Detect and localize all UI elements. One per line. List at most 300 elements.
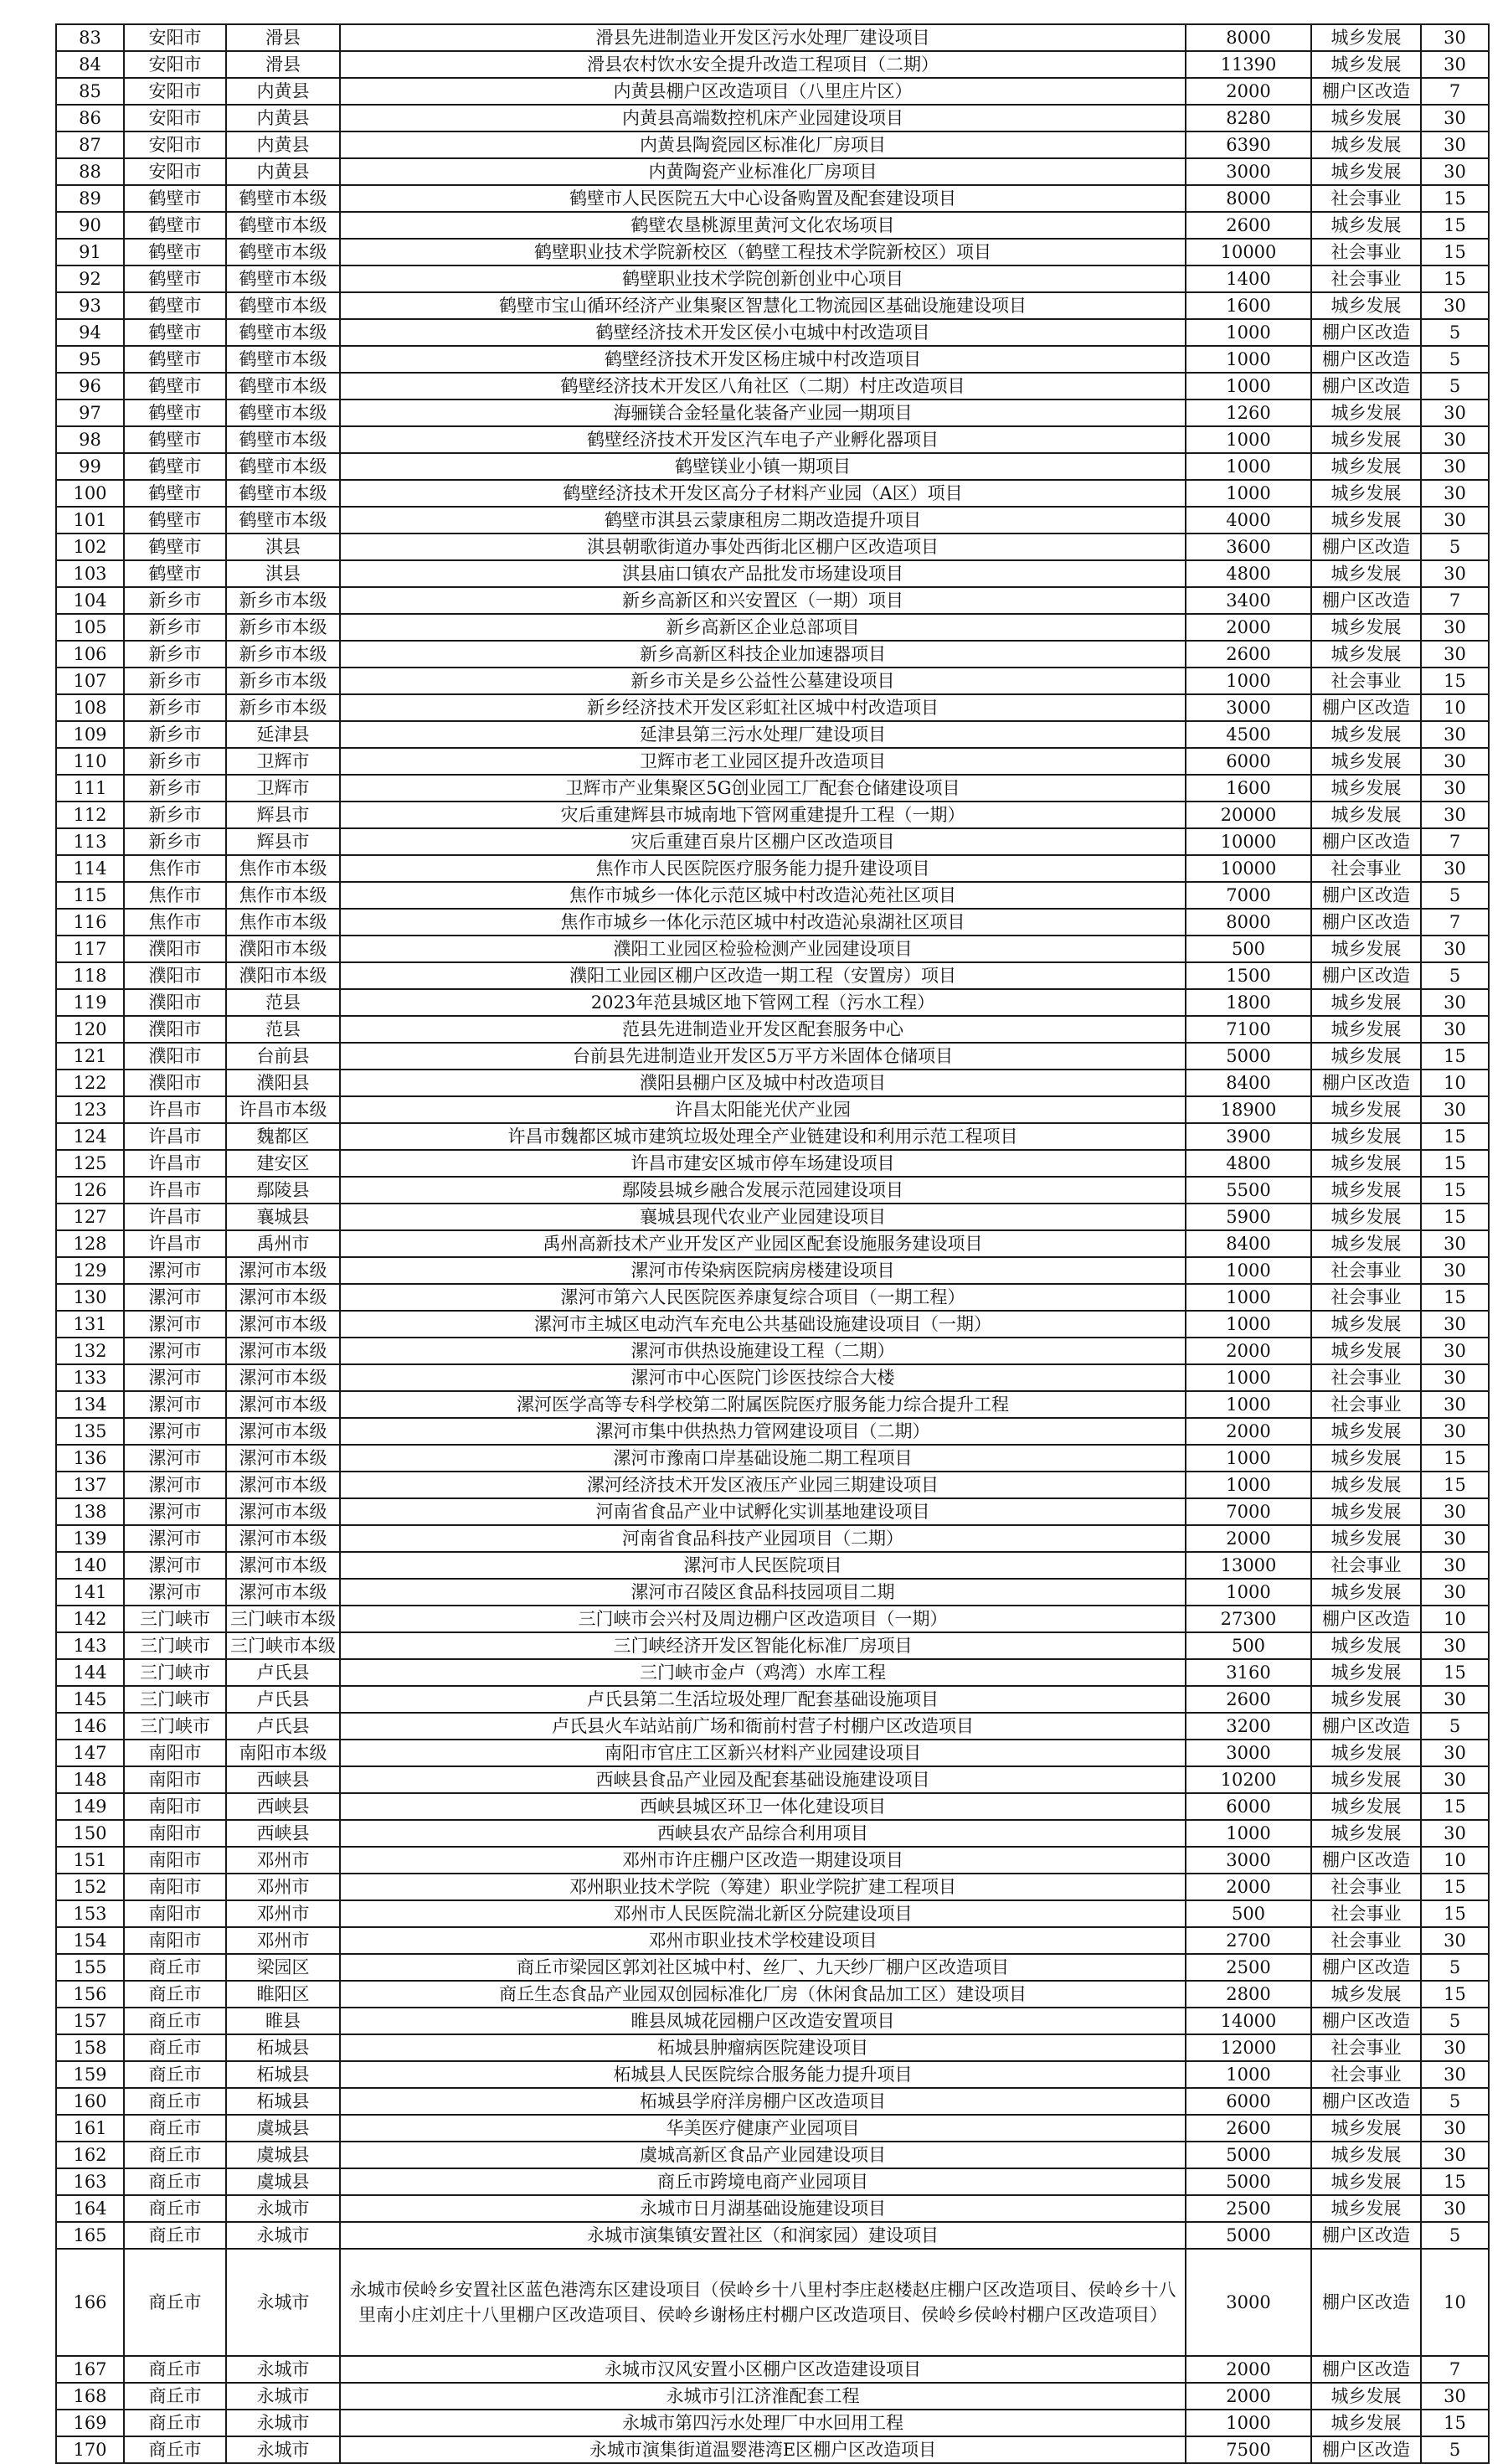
cell-amount: 5500: [1186, 1177, 1311, 1204]
cell-project-name: 鹤壁职业技术学院新校区（鹤壁工程技术学院新校区）项目: [340, 239, 1186, 265]
cell-amount: 3000: [1186, 1740, 1311, 1766]
cell-project-name: 新乡经济技术开发区彩虹社区城中村改造项目: [340, 694, 1186, 721]
cell-amount: 2000: [1186, 1874, 1311, 1900]
table-row: [56, 936, 1489, 962]
cell-amount: 10000: [1186, 239, 1311, 265]
cell-amount: 2000: [1186, 1338, 1311, 1364]
cell-row-number: 163: [56, 2168, 124, 2195]
cell-category: 城乡发展: [1311, 2115, 1421, 2142]
cell-row-number: 141: [56, 1579, 124, 1606]
cell-amount: 1000: [1186, 319, 1311, 346]
table-row: [56, 668, 1489, 694]
cell-amount: 1000: [1186, 1391, 1311, 1418]
cell-row-number: 146: [56, 1713, 124, 1740]
cell-term: 30: [1421, 2061, 1489, 2088]
cell-city: 许昌市: [124, 1123, 226, 1150]
cell-category: 社会事业: [1311, 1874, 1421, 1900]
cell-term: 15: [1421, 1874, 1489, 1900]
cell-project-name: 新乡高新区企业总部项目: [340, 614, 1186, 641]
cell-city: 鹤壁市: [124, 265, 226, 292]
cell-city: 商丘市: [124, 2195, 226, 2222]
cell-row-number: 85: [56, 78, 124, 105]
cell-district: 禹州市: [226, 1230, 340, 1257]
cell-amount: 13000: [1186, 1552, 1311, 1579]
cell-city: 鹤壁市: [124, 239, 226, 265]
cell-amount: 2500: [1186, 2195, 1311, 2222]
cell-project-name: 滑县农村饮水安全提升改造工程项目（二期）: [340, 51, 1186, 78]
cell-amount: 1000: [1186, 1284, 1311, 1311]
cell-category: 社会事业: [1311, 1391, 1421, 1418]
cell-city: 焦作市: [124, 909, 226, 936]
cell-city: 鹤壁市: [124, 507, 226, 534]
cell-amount: 27300: [1186, 1606, 1311, 1632]
cell-amount: 3000: [1186, 2249, 1311, 2356]
table-row: [56, 1686, 1489, 1713]
cell-district: 邓州市: [226, 1847, 340, 1874]
cell-amount: 1000: [1186, 1364, 1311, 1391]
cell-term: 30: [1421, 1632, 1489, 1659]
cell-project-name: 西峡县食品产业园及配套基础设施建设项目: [340, 1766, 1186, 1793]
cell-project-name: 鹤壁市淇县云蒙康租房二期改造提升项目: [340, 507, 1186, 534]
cell-amount: 8000: [1186, 185, 1311, 212]
cell-row-number: 105: [56, 614, 124, 641]
cell-project-name: 漯河市豫南口岸基础设施二期工程项目: [340, 1445, 1186, 1472]
table-row: [56, 1954, 1489, 1981]
table-row: [56, 426, 1489, 453]
cell-city: 新乡市: [124, 641, 226, 668]
cell-project-name: 新乡高新区科技企业加速器项目: [340, 641, 1186, 668]
cell-row-number: 170: [56, 2436, 124, 2463]
table-row: [56, 1364, 1489, 1391]
cell-amount: 1000: [1186, 1579, 1311, 1606]
cell-term: 15: [1421, 1123, 1489, 1150]
cell-row-number: 147: [56, 1740, 124, 1766]
cell-category: 城乡发展: [1311, 989, 1421, 1016]
cell-city: 三门峡市: [124, 1713, 226, 1740]
cell-amount: 1000: [1186, 1311, 1311, 1338]
cell-term: 15: [1421, 1284, 1489, 1311]
table-row: [56, 1445, 1489, 1472]
cell-city: 商丘市: [124, 2249, 226, 2356]
cell-district: 三门峡市本级: [226, 1606, 340, 1632]
table-row: [56, 989, 1489, 1016]
cell-category: 棚户区改造: [1311, 828, 1421, 855]
cell-category: 社会事业: [1311, 1364, 1421, 1391]
table-row: [56, 1418, 1489, 1445]
cell-row-number: 130: [56, 1284, 124, 1311]
cell-project-name: 漯河医学高等专科学校第二附属医院医疗服务能力综合提升工程: [340, 1391, 1186, 1418]
cell-city: 漯河市: [124, 1257, 226, 1284]
cell-district: 内黄县: [226, 78, 340, 105]
cell-category: 社会事业: [1311, 185, 1421, 212]
table-row: [56, 1740, 1489, 1766]
cell-project-name: 新乡高新区和兴安置区（一期）项目: [340, 587, 1186, 614]
cell-category: 城乡发展: [1311, 641, 1421, 668]
table-row: [56, 1766, 1489, 1793]
cell-row-number: 86: [56, 105, 124, 131]
cell-term: 30: [1421, 1498, 1489, 1525]
cell-city: 新乡市: [124, 775, 226, 802]
cell-city: 商丘市: [124, 2383, 226, 2410]
cell-term: 10: [1421, 1847, 1489, 1874]
cell-amount: 7500: [1186, 2436, 1311, 2463]
cell-row-number: 149: [56, 1793, 124, 1820]
cell-amount: 500: [1186, 936, 1311, 962]
cell-term: 30: [1421, 2142, 1489, 2168]
cell-row-number: 112: [56, 802, 124, 828]
cell-term: 30: [1421, 936, 1489, 962]
table-row: [56, 399, 1489, 426]
table-row: [56, 1525, 1489, 1552]
cell-amount: 7000: [1186, 1498, 1311, 1525]
cell-city: 鹤壁市: [124, 399, 226, 426]
cell-city: 焦作市: [124, 855, 226, 882]
cell-category: 社会事业: [1311, 2061, 1421, 2088]
cell-amount: 1800: [1186, 989, 1311, 1016]
cell-row-number: 101: [56, 507, 124, 534]
cell-amount: 2000: [1186, 1525, 1311, 1552]
cell-district: 卢氏县: [226, 1659, 340, 1686]
table-row: [56, 1552, 1489, 1579]
cell-category: 城乡发展: [1311, 1338, 1421, 1364]
cell-term: 30: [1421, 1820, 1489, 1847]
cell-category: 城乡发展: [1311, 1740, 1421, 1766]
cell-row-number: 133: [56, 1364, 124, 1391]
table-row: [56, 1391, 1489, 1418]
cell-district: 漯河市本级: [226, 1552, 340, 1579]
project-table: [55, 23, 1490, 2464]
cell-project-name: 邓州职业技术学院（筹建）职业学院扩建工程项目: [340, 1874, 1186, 1900]
table-row: [56, 775, 1489, 802]
cell-amount: 4500: [1186, 721, 1311, 748]
cell-project-name: 西峡县农产品综合利用项目: [340, 1820, 1186, 1847]
cell-city: 南阳市: [124, 1927, 226, 1954]
cell-district: 漯河市本级: [226, 1364, 340, 1391]
cell-amount: 12000: [1186, 2034, 1311, 2061]
cell-district: 许昌市本级: [226, 1096, 340, 1123]
table-row: [56, 694, 1489, 721]
cell-district: 鹤壁市本级: [226, 507, 340, 534]
cell-district: 鹤壁市本级: [226, 185, 340, 212]
cell-category: 城乡发展: [1311, 1579, 1421, 1606]
cell-term: 30: [1421, 1552, 1489, 1579]
cell-term: 15: [1421, 239, 1489, 265]
cell-category: 社会事业: [1311, 265, 1421, 292]
table-row: [56, 24, 1489, 51]
cell-district: 永城市: [226, 2410, 340, 2436]
cell-term: 30: [1421, 1016, 1489, 1043]
cell-term: 30: [1421, 1525, 1489, 1552]
table-row: [56, 828, 1489, 855]
cell-category: 城乡发展: [1311, 507, 1421, 534]
cell-category: 棚户区改造: [1311, 962, 1421, 989]
cell-amount: 2800: [1186, 1981, 1311, 2008]
table-row: [56, 1284, 1489, 1311]
cell-project-name: 卢氏县第二生活垃圾处理厂配套基础设施项目: [340, 1686, 1186, 1713]
table-row: [56, 1338, 1489, 1364]
cell-category: 社会事业: [1311, 239, 1421, 265]
cell-district: 新乡市本级: [226, 668, 340, 694]
cell-city: 漯河市: [124, 1338, 226, 1364]
cell-term: 5: [1421, 882, 1489, 909]
cell-city: 新乡市: [124, 587, 226, 614]
cell-term: 15: [1421, 1204, 1489, 1230]
cell-amount: 2500: [1186, 1954, 1311, 1981]
cell-amount: 1000: [1186, 426, 1311, 453]
cell-amount: 10200: [1186, 1766, 1311, 1793]
cell-project-name: 许昌太阳能光伏产业园: [340, 1096, 1186, 1123]
cell-category: 社会事业: [1311, 668, 1421, 694]
cell-category: 城乡发展: [1311, 2168, 1421, 2195]
cell-project-name: 台前县先进制造业开发区5万平方米固体仓储项目: [340, 1043, 1186, 1070]
cell-row-number: 103: [56, 560, 124, 587]
table-row: [56, 2249, 1489, 2356]
cell-project-name: 西峡县城区环卫一体化建设项目: [340, 1793, 1186, 1820]
cell-term: 30: [1421, 1740, 1489, 1766]
cell-category: 城乡发展: [1311, 131, 1421, 158]
cell-term: 30: [1421, 775, 1489, 802]
cell-amount: 7100: [1186, 1016, 1311, 1043]
cell-row-number: 108: [56, 694, 124, 721]
cell-project-name: 鹤壁镁业小镇一期项目: [340, 453, 1186, 480]
cell-city: 安阳市: [124, 131, 226, 158]
cell-category: 城乡发展: [1311, 1981, 1421, 2008]
cell-project-name: 鹤壁市人民医院五大中心设备购置及配套建设项目: [340, 185, 1186, 212]
cell-district: 鹤壁市本级: [226, 292, 340, 319]
cell-row-number: 91: [56, 239, 124, 265]
table-row: [56, 239, 1489, 265]
cell-category: 社会事业: [1311, 1900, 1421, 1927]
cell-district: 漯河市本级: [226, 1498, 340, 1525]
cell-city: 新乡市: [124, 614, 226, 641]
cell-term: 30: [1421, 1579, 1489, 1606]
cell-district: 永城市: [226, 2249, 340, 2356]
cell-district: 鹤壁市本级: [226, 480, 340, 507]
table-row: [56, 1927, 1489, 1954]
table-row: [56, 2142, 1489, 2168]
cell-row-number: 102: [56, 534, 124, 560]
cell-category: 城乡发展: [1311, 51, 1421, 78]
cell-term: 30: [1421, 1927, 1489, 1954]
table-row: [56, 2034, 1489, 2061]
table-row: [56, 1847, 1489, 1874]
cell-district: 台前县: [226, 1043, 340, 1070]
cell-category: 城乡发展: [1311, 292, 1421, 319]
cell-district: 濮阳市本级: [226, 936, 340, 962]
cell-city: 漯河市: [124, 1472, 226, 1498]
cell-city: 商丘市: [124, 2222, 226, 2249]
cell-city: 商丘市: [124, 2168, 226, 2195]
cell-category: 城乡发展: [1311, 453, 1421, 480]
cell-city: 鹤壁市: [124, 185, 226, 212]
cell-city: 商丘市: [124, 2088, 226, 2115]
cell-term: 5: [1421, 1954, 1489, 1981]
cell-row-number: 151: [56, 1847, 124, 1874]
cell-term: 15: [1421, 1177, 1489, 1204]
cell-term: 30: [1421, 158, 1489, 185]
cell-city: 鹤壁市: [124, 534, 226, 560]
cell-row-number: 84: [56, 51, 124, 78]
cell-category: 棚户区改造: [1311, 346, 1421, 373]
cell-term: 30: [1421, 2034, 1489, 2061]
cell-term: 5: [1421, 346, 1489, 373]
cell-row-number: 122: [56, 1070, 124, 1096]
table-row: [56, 2383, 1489, 2410]
cell-project-name: 永城市演集镇安置社区（和润家园）建设项目: [340, 2222, 1186, 2249]
cell-amount: 14000: [1186, 2008, 1311, 2034]
cell-city: 南阳市: [124, 1900, 226, 1927]
cell-project-name: 永城市日月湖基础设施建设项目: [340, 2195, 1186, 2222]
cell-term: 30: [1421, 2195, 1489, 2222]
table-row: [56, 2356, 1489, 2383]
cell-row-number: 119: [56, 989, 124, 1016]
cell-district: 虞城县: [226, 2142, 340, 2168]
cell-amount: 3160: [1186, 1659, 1311, 1686]
table-row: [56, 1150, 1489, 1177]
cell-district: 辉县市: [226, 828, 340, 855]
cell-category: 城乡发展: [1311, 1445, 1421, 1472]
table-row: [56, 319, 1489, 346]
cell-amount: 1000: [1186, 346, 1311, 373]
cell-project-name: 鄢陵县城乡融合发展示范园建设项目: [340, 1177, 1186, 1204]
cell-city: 焦作市: [124, 882, 226, 909]
cell-amount: 2600: [1186, 212, 1311, 239]
cell-city: 鹤壁市: [124, 426, 226, 453]
cell-term: 30: [1421, 721, 1489, 748]
table-row: [56, 1713, 1489, 1740]
cell-district: 新乡市本级: [226, 641, 340, 668]
cell-project-name: 范县先进制造业开发区配套服务中心: [340, 1016, 1186, 1043]
cell-row-number: 92: [56, 265, 124, 292]
cell-city: 商丘市: [124, 2142, 226, 2168]
cell-project-name: 海骊镁合金轻量化装备产业园一期项目: [340, 399, 1186, 426]
cell-project-name: 卫辉市老工业园区提升改造项目: [340, 748, 1186, 775]
cell-term: 30: [1421, 1418, 1489, 1445]
cell-project-name: 襄城县现代农业产业园建设项目: [340, 1204, 1186, 1230]
cell-category: 社会事业: [1311, 855, 1421, 882]
cell-city: 新乡市: [124, 668, 226, 694]
cell-district: 西峡县: [226, 1820, 340, 1847]
cell-amount: 7000: [1186, 882, 1311, 909]
table-row: [56, 1230, 1489, 1257]
cell-category: 城乡发展: [1311, 105, 1421, 131]
table-row: [56, 1123, 1489, 1150]
cell-city: 鹤壁市: [124, 319, 226, 346]
cell-term: 15: [1421, 2168, 1489, 2195]
cell-category: 棚户区改造: [1311, 2222, 1421, 2249]
table-row: [56, 1043, 1489, 1070]
cell-district: 鹤壁市本级: [226, 265, 340, 292]
cell-category: 棚户区改造: [1311, 373, 1421, 399]
table-row: [56, 453, 1489, 480]
cell-district: 虞城县: [226, 2115, 340, 2142]
cell-category: 城乡发展: [1311, 1820, 1421, 1847]
cell-term: 5: [1421, 319, 1489, 346]
cell-term: 30: [1421, 1364, 1489, 1391]
cell-row-number: 162: [56, 2142, 124, 2168]
cell-row-number: 125: [56, 1150, 124, 1177]
cell-term: 30: [1421, 560, 1489, 587]
cell-district: 内黄县: [226, 158, 340, 185]
cell-city: 新乡市: [124, 748, 226, 775]
cell-district: 滑县: [226, 51, 340, 78]
table-row: [56, 721, 1489, 748]
cell-amount: 8000: [1186, 24, 1311, 51]
cell-category: 棚户区改造: [1311, 78, 1421, 105]
table-row: [56, 346, 1489, 373]
cell-category: 城乡发展: [1311, 721, 1421, 748]
cell-district: 卢氏县: [226, 1713, 340, 1740]
cell-district: 漯河市本级: [226, 1525, 340, 1552]
cell-row-number: 157: [56, 2008, 124, 2034]
cell-row-number: 145: [56, 1686, 124, 1713]
cell-row-number: 96: [56, 373, 124, 399]
cell-amount: 2700: [1186, 1927, 1311, 1954]
cell-district: 漯河市本级: [226, 1418, 340, 1445]
cell-row-number: 128: [56, 1230, 124, 1257]
cell-city: 商丘市: [124, 2115, 226, 2142]
cell-category: 棚户区改造: [1311, 2436, 1421, 2463]
cell-district: 柘城县: [226, 2034, 340, 2061]
cell-row-number: 121: [56, 1043, 124, 1070]
cell-amount: 2000: [1186, 614, 1311, 641]
cell-project-name: 濮阳工业园区棚户区改造一期工程（安置房）项目: [340, 962, 1186, 989]
cell-category: 社会事业: [1311, 1257, 1421, 1284]
cell-amount: 1600: [1186, 292, 1311, 319]
cell-row-number: 97: [56, 399, 124, 426]
cell-project-name: 鹤壁经济技术开发区杨庄城中村改造项目: [340, 346, 1186, 373]
table-row: [56, 185, 1489, 212]
cell-category: 城乡发展: [1311, 1418, 1421, 1445]
cell-row-number: 137: [56, 1472, 124, 1498]
cell-amount: 1600: [1186, 775, 1311, 802]
cell-city: 漯河市: [124, 1498, 226, 1525]
cell-city: 濮阳市: [124, 1016, 226, 1043]
cell-category: 城乡发展: [1311, 614, 1421, 641]
table-row: [56, 1498, 1489, 1525]
cell-project-name: 淇县庙口镇农产品批发市场建设项目: [340, 560, 1186, 587]
cell-term: 30: [1421, 1766, 1489, 1793]
cell-district: 鹤壁市本级: [226, 346, 340, 373]
cell-district: 辉县市: [226, 802, 340, 828]
cell-amount: 5900: [1186, 1204, 1311, 1230]
table-row: [56, 2195, 1489, 2222]
cell-city: 安阳市: [124, 78, 226, 105]
cell-category: 城乡发展: [1311, 480, 1421, 507]
table-row: [56, 1659, 1489, 1686]
cell-row-number: 104: [56, 587, 124, 614]
cell-term: 30: [1421, 855, 1489, 882]
cell-amount: 10000: [1186, 855, 1311, 882]
cell-district: 鹤壁市本级: [226, 426, 340, 453]
cell-category: 城乡发展: [1311, 936, 1421, 962]
cell-project-name: 灾后重建辉县市城南地下管网重建提升工程（一期）: [340, 802, 1186, 828]
cell-row-number: 168: [56, 2383, 124, 2410]
cell-city: 漯河市: [124, 1552, 226, 1579]
cell-amount: 500: [1186, 1900, 1311, 1927]
cell-term: 5: [1421, 534, 1489, 560]
cell-district: 睢阳区: [226, 1981, 340, 2008]
cell-row-number: 158: [56, 2034, 124, 2061]
cell-term: 15: [1421, 668, 1489, 694]
cell-project-name: 内黄县高端数控机床产业园建设项目: [340, 105, 1186, 131]
cell-project-name: 永城市引江济淮配套工程: [340, 2383, 1186, 2410]
table-row: [56, 1793, 1489, 1820]
cell-amount: 6390: [1186, 131, 1311, 158]
cell-city: 商丘市: [124, 2436, 226, 2463]
cell-category: 城乡发展: [1311, 802, 1421, 828]
cell-category: 社会事业: [1311, 1927, 1421, 1954]
